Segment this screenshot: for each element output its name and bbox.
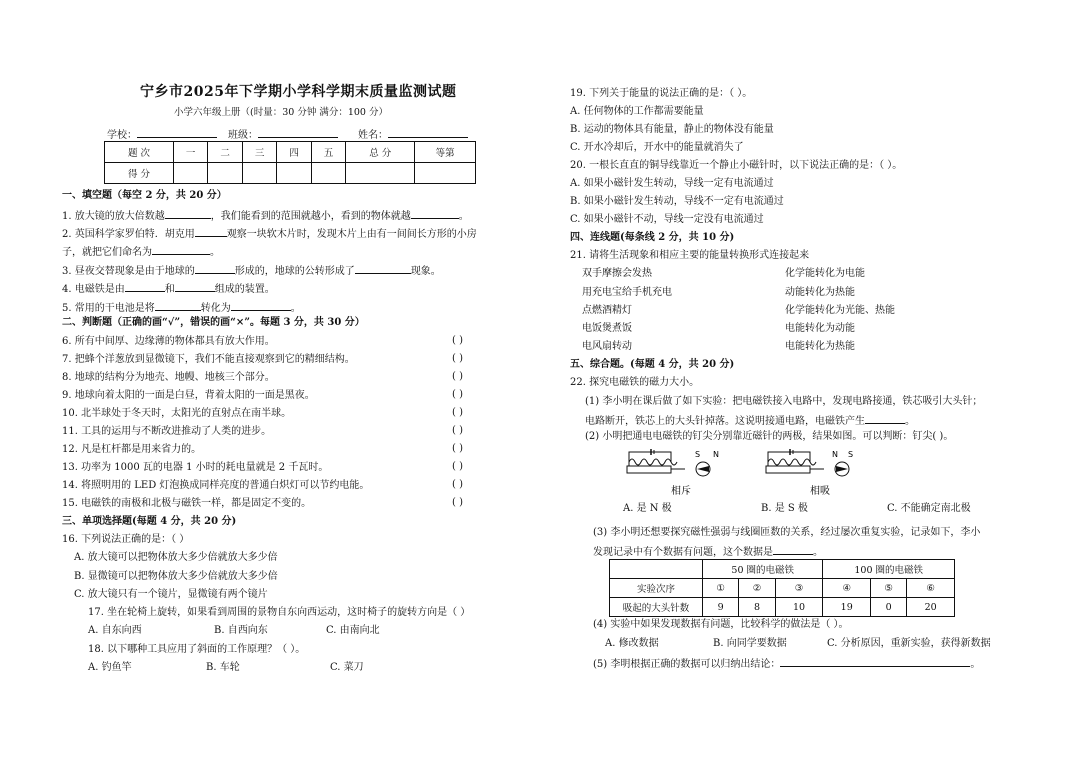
answer-paren[interactable]: ( )	[452, 407, 463, 418]
question-22-3: (3) 李小明还想要探究磁性强弱与线圈匝数的关系，经过屡次重复实验，记录如下，李小	[593, 527, 981, 538]
figure-caption: 相吸	[810, 486, 830, 497]
option-c[interactable]: C. 菜刀	[330, 662, 364, 673]
score-row-label: 得 分	[105, 163, 174, 184]
question-3: 3. 昼夜交替现象是由于地球的 形成的，地球的公转形成了 现象。	[62, 263, 441, 278]
pole-label-s: S	[848, 450, 854, 459]
section1-heading: 一、填空题（每空 2 分，共 20 分）	[62, 190, 227, 201]
table-cell: 9	[703, 598, 739, 617]
blank-input[interactable]	[152, 244, 210, 255]
iron-core	[627, 466, 671, 473]
option-c[interactable]: C. 分析原因，重新实验，获得新数据	[827, 638, 991, 649]
option-b[interactable]: B. 运动的物体具有能量，静止的物体没有能量	[570, 124, 774, 135]
option-a[interactable]: A. 钓鱼竿	[88, 662, 132, 673]
table-row-label: 吸起的大头针数	[610, 598, 703, 617]
experiment-table	[609, 559, 955, 617]
blank-input[interactable]	[195, 263, 235, 274]
option-b[interactable]: B. 车轮	[206, 662, 240, 673]
blank-input[interactable]	[175, 281, 215, 292]
option-c[interactable]: C. 不能确定南北极	[887, 503, 971, 514]
match-right-item[interactable]: 化学能转化为光能、热能	[785, 305, 895, 316]
match-left-item[interactable]: 用充电宝给手机充电	[582, 287, 672, 298]
score-cell[interactable]	[208, 163, 242, 184]
table-corner	[610, 560, 703, 579]
table-cell: 8	[739, 598, 775, 617]
option-b[interactable]: B. 自西向东	[214, 625, 268, 636]
question-20: 20. 一根长直直的铜导线靠近一个静止小磁针时，以下说法正确的是：（ ）。	[570, 160, 903, 171]
score-header-cell: 五	[311, 142, 345, 163]
judgment-item: 7. 把蜂个洋葱放到显微镜下，我们不能直接观察到它的精细结构。	[62, 354, 355, 365]
score-header-cell: 二	[208, 142, 242, 163]
answer-paren[interactable]: ( )	[452, 335, 463, 346]
option-c[interactable]: C. 如果小磁针不动，导线一定没有电流通过	[570, 214, 764, 225]
match-left-item[interactable]: 电饭煲煮饭	[582, 323, 632, 334]
judgment-item: 9. 地球向着太阳的一面是白昼，背着太阳的一面是黑夜。	[62, 390, 315, 401]
score-cell[interactable]	[242, 163, 276, 184]
table-cell: ②	[739, 579, 775, 598]
table-group-header: 100 圈的电磁铁	[823, 560, 955, 579]
question-2: 2. 英国科学家罗伯特．胡克用 观察一块软木片时，发现木片上由有一间间长方形的小房	[62, 226, 477, 241]
match-right-item[interactable]: 动能转化为热能	[785, 287, 855, 298]
option-a[interactable]: A. 自东向西	[88, 625, 142, 636]
circuit-wire	[768, 452, 810, 466]
judgment-item: 14. 将照明用的 LED 灯泡换成同样亮度的普通白炽灯可以节约电能。	[62, 480, 370, 491]
judgment-item: 13. 功率为 1000 瓦的电器 1 小时的耗电量就是 2 千瓦时。	[62, 462, 329, 473]
table-cell: 19	[823, 598, 871, 617]
question-17: 17. 坐在轮椅上旋转，如果看到周围的景物自东向西运动，这时椅子的旋转方向是（ ）	[88, 607, 471, 618]
judgment-item: 6. 所有中间厚、边缘薄的物体都具有放大作用。	[62, 336, 275, 347]
answer-paren[interactable]: ( )	[452, 497, 463, 508]
exam-subtitle: 小学六年级上册（(时量：30 分钟 满分：100 分）	[174, 107, 388, 118]
blank-input[interactable]	[773, 544, 813, 555]
match-right-item[interactable]: 化学能转化为电能	[785, 268, 865, 279]
score-header-cell: 总 分	[346, 142, 415, 163]
section4-heading: 四、连线题(每条线 2 分，共 10 分)	[570, 232, 735, 243]
electromagnet-figure-attract	[762, 444, 912, 506]
score-header-cell: 三	[242, 142, 276, 163]
question-1: 1. 放大镜的放大倍数越 ，我们能看到的范围就越小，看到的物体就越 。	[62, 208, 469, 223]
question-22-3-cont: 发现记录中有个数据有问题，这个数据是 。	[593, 544, 823, 559]
blank-input[interactable]	[125, 281, 165, 292]
answer-paren[interactable]: ( )	[452, 371, 463, 382]
conclusion-input[interactable]	[780, 656, 970, 667]
option-c[interactable]: C. 放大镜只有一个镜片，显微镜有两个镜片	[74, 589, 268, 600]
blank-input[interactable]	[155, 300, 201, 311]
question-19: 19. 下列关于能量的说法正确的是：（ ）。	[570, 88, 753, 99]
class-field[interactable]: 班级：	[228, 127, 338, 142]
score-cell[interactable]	[277, 163, 311, 184]
score-table	[104, 141, 476, 184]
electromagnet-figure-repel	[623, 444, 773, 506]
score-header-cell: 题 次	[105, 142, 174, 163]
compass-needle	[697, 466, 709, 472]
circuit-wire	[629, 452, 671, 466]
table-cell: ④	[823, 579, 871, 598]
option-a[interactable]: A. 如果小磁针发生转动，导线一定有电流通过	[570, 178, 774, 189]
pole-label-n: N	[832, 450, 838, 459]
option-b[interactable]: B. 是 S 极	[761, 503, 808, 514]
table-cell: ⑤	[871, 579, 907, 598]
option-c[interactable]: C. 开水冷却后，开水中的能量就消失了	[570, 142, 744, 153]
iron-core	[766, 466, 810, 473]
pole-label-n: N	[713, 450, 719, 459]
answer-paren[interactable]: ( )	[452, 443, 463, 454]
answer-paren[interactable]: ( )	[452, 389, 463, 400]
option-b[interactable]: B. 显微镜可以把物体放大多少倍就放大多少倍	[74, 571, 278, 582]
option-a[interactable]: A. 放大镜可以把物体放大多少倍就放大多少倍	[74, 552, 278, 563]
question-16: 16. 下列说法正确的是：（ ）	[62, 534, 190, 545]
question-22-1: (1) 李小明在课后做了如下实验：把电磁铁接入电路中，发现电路接通，铁芯吸引大头针；	[585, 396, 983, 407]
score-header-cell: 四	[277, 142, 311, 163]
match-left-item[interactable]: 双手摩擦会发热	[582, 268, 652, 279]
option-a[interactable]: A. 修改数据	[605, 638, 659, 649]
table-cell: 20	[907, 598, 955, 617]
question-22-5: (5) 李明根据正确的数据可以归纳出结论： 。	[593, 656, 980, 671]
judgment-item: 8. 地球的结构分为地壳、地幔、地核三个部分。	[62, 372, 275, 383]
table-cell: ③	[775, 579, 823, 598]
page-title: 宁乡市2025年下学期小学科学期末质量监测试题	[140, 84, 457, 100]
table-cell: ⑥	[907, 579, 955, 598]
pole-label-s: S	[695, 450, 701, 459]
answer-paren[interactable]: ( )	[452, 479, 463, 490]
option-a[interactable]: A. 是 N 极	[623, 503, 672, 514]
judgment-item: 11. 工具的运用与不断改进推动了人类的进步。	[62, 426, 272, 437]
answer-paren[interactable]: ( )	[452, 461, 463, 472]
option-b[interactable]: B. 如果小磁针发生转动，导线不一定有电流通过	[570, 196, 784, 207]
section5-heading: 五、综合题。(每题 4 分，共 20 分)	[570, 359, 735, 370]
table-group-header: 50 圈的电磁铁	[703, 560, 823, 579]
table-cell: ①	[703, 579, 739, 598]
question-22-4: (4) 实验中如果发现数据有问题，比较科学的做法是（ ）。	[593, 619, 849, 630]
blank-input[interactable]	[165, 208, 211, 219]
blank-input[interactable]	[411, 208, 459, 219]
table-row-label: 实验次序	[610, 579, 703, 598]
question-4: 4. 电磁铁是由 和 组成的装置。	[62, 281, 275, 296]
match-left-item[interactable]: 点燃酒精灯	[582, 305, 632, 316]
score-cell[interactable]	[173, 163, 207, 184]
answer-paren[interactable]: ( )	[452, 425, 463, 436]
table-cell: 10	[775, 598, 823, 617]
question-18: 18. 以下哪种工具应用了斜面的工作原理？（ ）。	[88, 644, 306, 655]
table-cell: 0	[871, 598, 907, 617]
name-field[interactable]: 姓名：	[358, 127, 468, 142]
match-right-item[interactable]: 电能转化为动能	[785, 323, 855, 334]
question-2-cont: 子，就把它们命名为 。	[62, 244, 220, 259]
question-22-2: (2) 小明把通电电磁铁的钉尖分别靠近磁针的两极，结果如图。可以判断：钉尖( )。	[585, 431, 954, 442]
section3-heading: 三、单项选择题(每题 4 分，共 20 分)	[62, 516, 237, 527]
figure-caption: 相斥	[671, 486, 691, 497]
score-cell[interactable]	[311, 163, 345, 184]
school-field[interactable]: 学校：	[107, 127, 217, 142]
match-left-item[interactable]: 电风扇转动	[582, 341, 632, 352]
section2-heading: 二、判断题（正确的画“√”，错误的画“×”。每题 3 分，共 30 分）	[62, 317, 365, 328]
option-a[interactable]: A. 任何物体的工作都需要能量	[570, 106, 704, 117]
question-5: 5. 常用的干电池是将 转化为 。	[62, 300, 301, 315]
coil-winding	[629, 459, 677, 465]
judgment-item: 10. 北半球处于冬天时，太阳光的直射点在南半球。	[62, 408, 292, 419]
blank-input[interactable]	[355, 263, 411, 274]
question-22-1-cont: 电路断开，铁芯上的大头针掉落。这说明接通电路，电磁铁产生 。	[585, 413, 915, 428]
blank-input[interactable]	[231, 300, 291, 311]
match-right-item[interactable]: 电能转化为热能	[785, 341, 855, 352]
question-21: 21. 请将生活现象和相应主要的能量转换形式连接起来	[570, 250, 810, 261]
question-22: 22. 探究电磁铁的磁力大小。	[570, 377, 700, 388]
coil-winding	[768, 459, 816, 465]
option-b[interactable]: B. 向同学要数据	[713, 638, 787, 649]
score-header-cell: 一	[173, 142, 207, 163]
blank-input[interactable]	[195, 226, 227, 237]
score-cell[interactable]	[346, 163, 415, 184]
score-cell[interactable]	[415, 163, 476, 184]
option-c[interactable]: C. 由南向北	[326, 625, 380, 636]
blank-input[interactable]	[865, 413, 905, 424]
judgment-item: 15. 电磁铁的南极和北极与磁铁一样，都是固定不变的。	[62, 498, 312, 509]
score-header-cell: 等第	[415, 142, 476, 163]
answer-paren[interactable]: ( )	[452, 353, 463, 364]
compass-needle	[836, 466, 848, 472]
judgment-item: 12. 凡是杠杆都是用来省力的。	[62, 444, 202, 455]
